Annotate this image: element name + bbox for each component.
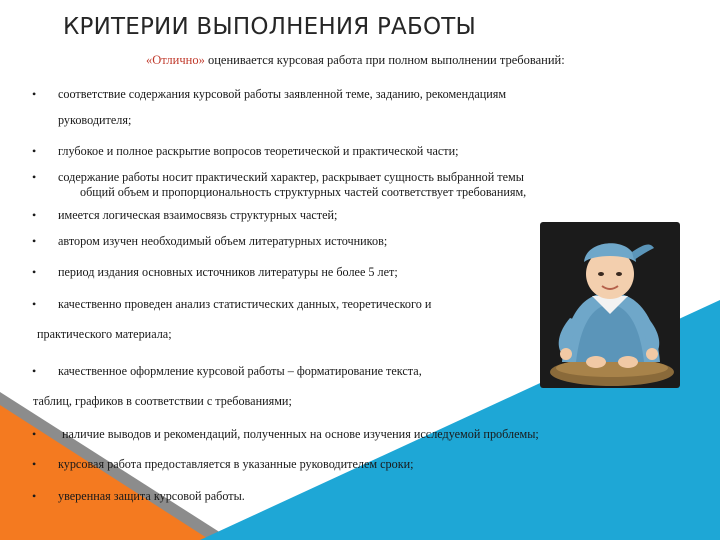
bullet-icon: • bbox=[32, 364, 37, 378]
criteria-line: практического материала; bbox=[37, 327, 172, 341]
criteria-line: глубокое и полное раскрытие вопросов теоретической и практической части; bbox=[58, 144, 459, 158]
subtitle-text: оценивается курсовая работа при полном выполнении требований: bbox=[204, 53, 565, 67]
criteria-line: уверенная защита курсовой работы. bbox=[58, 489, 245, 503]
baby-graduate-photo bbox=[540, 222, 680, 388]
bullet-icon: • bbox=[32, 208, 37, 222]
bullet-icon: • bbox=[32, 489, 37, 503]
bullet-icon: • bbox=[32, 427, 37, 441]
criteria-line: соответствие содержания курсовой работы заявленной теме, заданию, рекомендациям bbox=[58, 87, 507, 101]
bullet-icon: • bbox=[32, 144, 37, 158]
criteria-line: период издания основных источников литературы не более 5 лет; bbox=[58, 265, 398, 279]
bullet-icon: • bbox=[32, 234, 37, 248]
page-title: КРИТЕРИИ ВЫПОЛНЕНИЯ РАБОТЫ bbox=[63, 14, 476, 40]
criteria-line: качественно проведен анализ статистических данных, теоретического и bbox=[58, 297, 432, 311]
subtitle bbox=[146, 53, 565, 68]
criteria-line: курсовая работа предоставляется в указанные руководителем сроки; bbox=[58, 457, 414, 471]
criteria-line: таблиц, графиков в соответствии с требованиями; bbox=[33, 394, 292, 408]
criteria-line: имеется логическая взаимосвязь структурных частей; bbox=[58, 208, 338, 222]
deco-orange-triangle bbox=[0, 405, 210, 540]
subtitle-accent: «Отлично» bbox=[146, 53, 205, 67]
bullet-icon: • bbox=[32, 87, 37, 101]
bullet-icon: • bbox=[32, 457, 37, 471]
criteria-line: автором изучен необходимый объем литературных источников; bbox=[58, 234, 388, 248]
criteria-line: качественное оформление курсовой работы – форматирование текста, bbox=[58, 364, 422, 378]
bullet-icon: • bbox=[32, 297, 37, 311]
criteria-line: общий объем и пропорциональность структурных частей соответствует требованиям, bbox=[80, 185, 527, 199]
bullet-icon: • bbox=[32, 170, 37, 184]
criteria-line: содержание работы носит практический характер, раскрывает сущность выбранной темы bbox=[58, 170, 524, 184]
bullet-icon: • bbox=[32, 265, 37, 279]
criteria-line: наличие выводов и рекомендаций, полученных на основе изучения исследуемой проблемы; bbox=[62, 427, 539, 441]
criteria-line: руководителя; bbox=[58, 113, 132, 127]
